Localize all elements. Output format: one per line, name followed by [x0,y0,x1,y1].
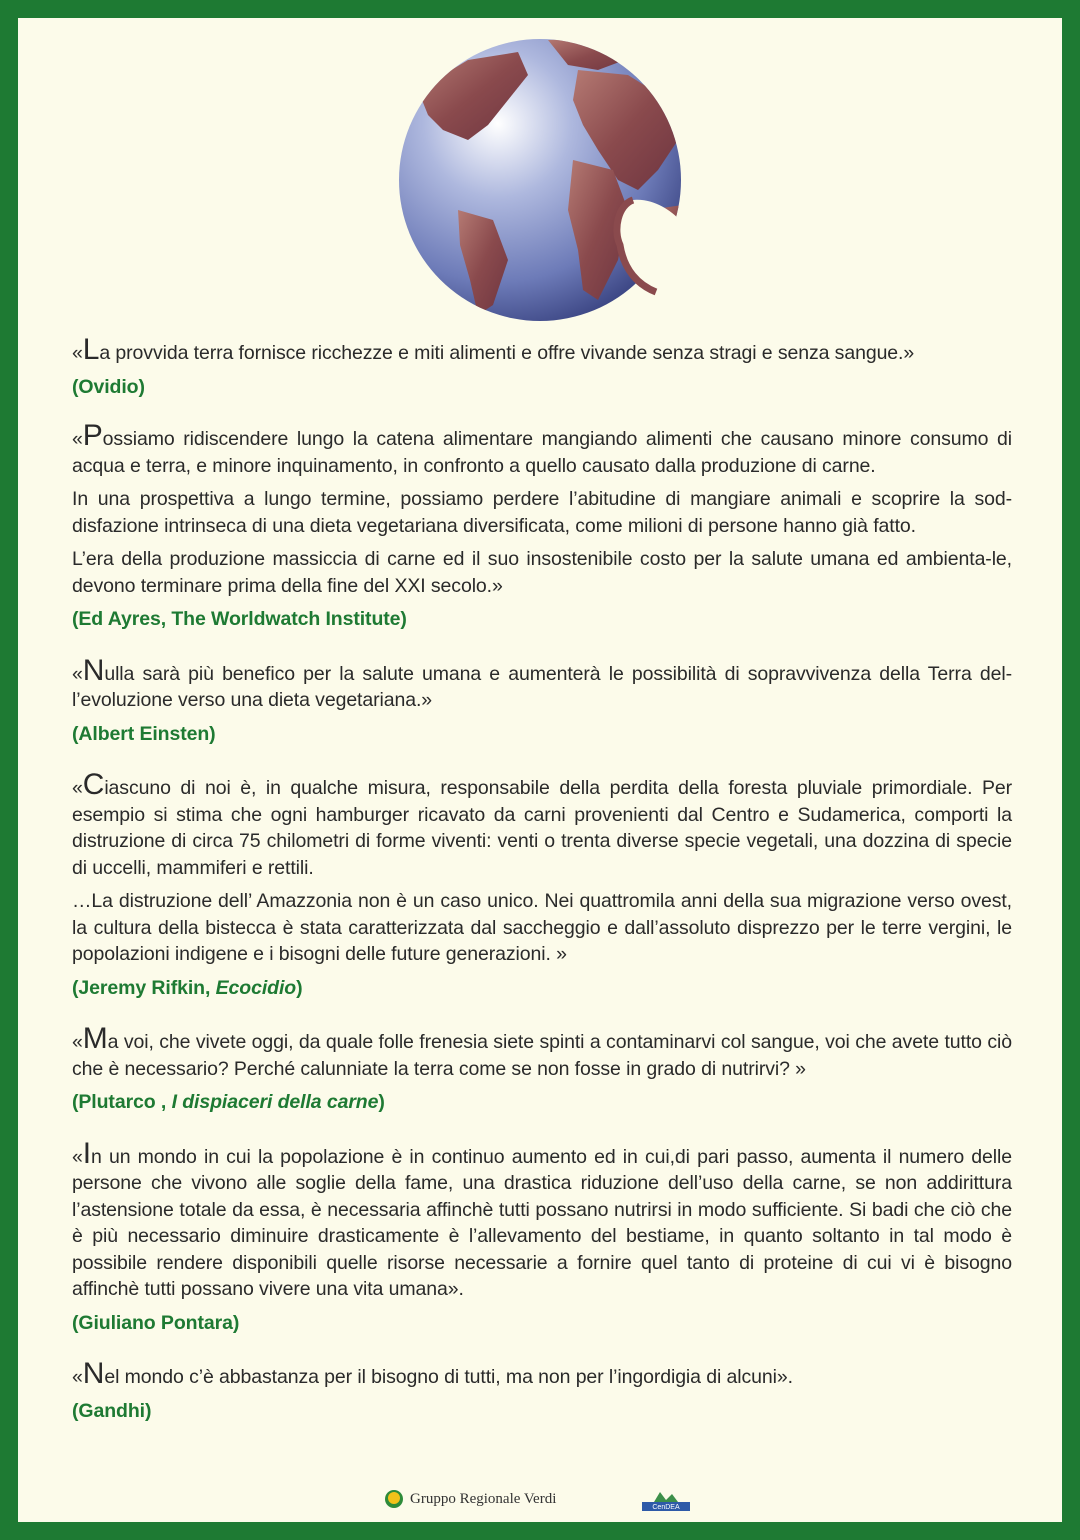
quote-author [72,1089,1012,1116]
quote-text: a provvida terra fornisce ricchezze e miti alimenti e offre vivande senza stragi e senza sangue.» [99,342,915,364]
open-quote-mark: « [72,1366,83,1388]
quote-text: L’era della produzione massiccia di carne ed il suo insostenibile costo per la salute umana ed ambienta-le, devono terminare prima della fine del XXI secolo.» [72,548,1012,597]
open-quote-mark: « [72,342,83,364]
quote-author: (Albert Einsten) [72,722,216,745]
drop-initial: M [82,1022,108,1055]
quote-paragraph [72,1357,1012,1391]
globe-illustration [398,30,688,330]
sun-logo-icon [384,1489,404,1509]
open-quote-mark: « [72,1145,83,1168]
quote-text: a voi, che vivete oggi, da quale folle frenesia siete spinti a contaminarvi col sangue, voi che avete tutto ciò che è necessario? Perché calunniate la terra come se non fosse in grado di nutrirvi? » [72,1031,1012,1080]
quote-text: ossiamo ridiscendere lungo la catena alimentare mangiando alimenti che causano minore consumo di acqua e terra, e minore inquinamento, in confronto a quello causato dalla produzione di carne. [72,428,1012,477]
drop-initial: L [82,333,100,366]
quote-block [72,1357,1012,1424]
quote-author: (Giuliano Pontara) [72,1311,240,1334]
author-work-title: I dispiaceri della carne [171,1091,379,1113]
quote-paragraph [72,546,1012,599]
quote-text: ulla sarà più benefico per la salute umana e aumenterà le possibilità di sopravvivenza della Terra del-l’evoluzione verso una dieta vegetariana.» [72,662,1012,711]
quote-gap [72,1001,1012,1029]
author-work-title: Ecocidio [215,976,297,999]
quote-gap [72,1116,1012,1144]
quotes-section [72,333,1012,1424]
author-name: (Plutarco , [72,1091,172,1113]
open-quote-mark: « [72,428,83,450]
quote-text: n un mondo in cui la popolazione è in continuo aumento ed in cui,di pari passo, aumenta il numero delle persone che vivono alle soglie della fame, una drastica riduzione dell’uso della carne, se non addirittura l’astensione totale da essa, è necessaria affinchè tutti possano nutrirsi in modo sufficiente. Si badi che ciò che è più necessario diminuire drasticamente è l’allevamento del bestiame, in quanto soltanto in tal modo è possibile rendere disponibili quelle risorse necessarie a fornire quel tanto di proteine di cui vi è bisogno affinchè tutti possano vivere una vita umana». [72,1145,1012,1300]
quote-paragraph [72,486,1012,539]
quote-gap [72,747,1012,775]
quote-author: (Ovidio) [72,375,145,398]
quote-paragraph [72,768,1012,881]
quote-text: el mondo c’è abbastanza per il bisogno di tutti, ma non per l’ingordigia di alcuni». [104,1366,793,1388]
quote-text: iascuno di noi è, in qualche misura, responsabile della perdita della foresta pluviale primordiale. Per esempio si stima che ogni hamburger ricavato da carni provenienti dal Centro e Sudamerica, comporti la distruzione di circa 75 chilometri di forme viventi: venti o trenta diverse specie vegetali, una dozzina di specie di uccelli, mammiferi e rettili. [72,777,1012,879]
drop-initial: N [82,1357,105,1390]
quote-paragraph [72,1136,1012,1303]
footer [384,1488,704,1518]
svg-text:CenDEA: CenDEA [652,1504,680,1511]
poster-page [18,18,1062,1522]
quote-text: In una prospettiva a lungo termine, possiamo perdere l’abitudine di mangiare animali e scoprire la sod-disfazione intrinseca di una dieta vegetariana diversificata, come milioni di persone hanno già fatto. [72,488,1012,537]
author-name: (Jeremy Rifkin, [72,976,216,999]
quote-block [72,768,1012,1001]
quote-block [72,419,1012,633]
author-close-paren: ) [296,976,303,999]
quote-paragraph [72,419,1012,479]
quote-block [72,1022,1012,1116]
quote-block [72,1136,1012,1337]
drop-initial: P [82,419,103,452]
quote-author [72,975,1012,1002]
drop-initial: C [82,768,105,801]
quote-block [72,333,1012,400]
drop-initial: N [82,653,105,687]
drop-initial: I [82,1136,91,1170]
author-close-paren: ) [378,1091,385,1113]
quote-text: …La distruzione dell’ Amazzonia non è un caso unico. Nei quattromila anni della sua migrazione verso ovest, la cultura della bistecca è stata caratterizzata dal saccheggio e dall’assoluto disprezzo per le terre vergini, le popolazioni indigene e i bisogni delle future generazioni. » [72,890,1012,965]
quote-author: (Ed Ayres, The Worldwatch Institute) [72,608,407,630]
quote-paragraph [72,653,1012,714]
footer-label: Gruppo Regionale Verdi [410,1491,557,1507]
quote-gap [72,633,1012,661]
open-quote-mark: « [72,662,83,685]
quote-paragraph [72,888,1012,968]
cendea-logo [640,1488,692,1514]
quote-author: (Gandhi) [72,1399,152,1422]
quote-block [72,653,1012,748]
quote-paragraph [72,333,1012,367]
quote-paragraph [72,1022,1012,1082]
open-quote-mark: « [72,1031,83,1053]
quote-gap [72,400,1012,426]
quote-gap [72,1336,1012,1364]
open-quote-mark: « [72,777,83,799]
